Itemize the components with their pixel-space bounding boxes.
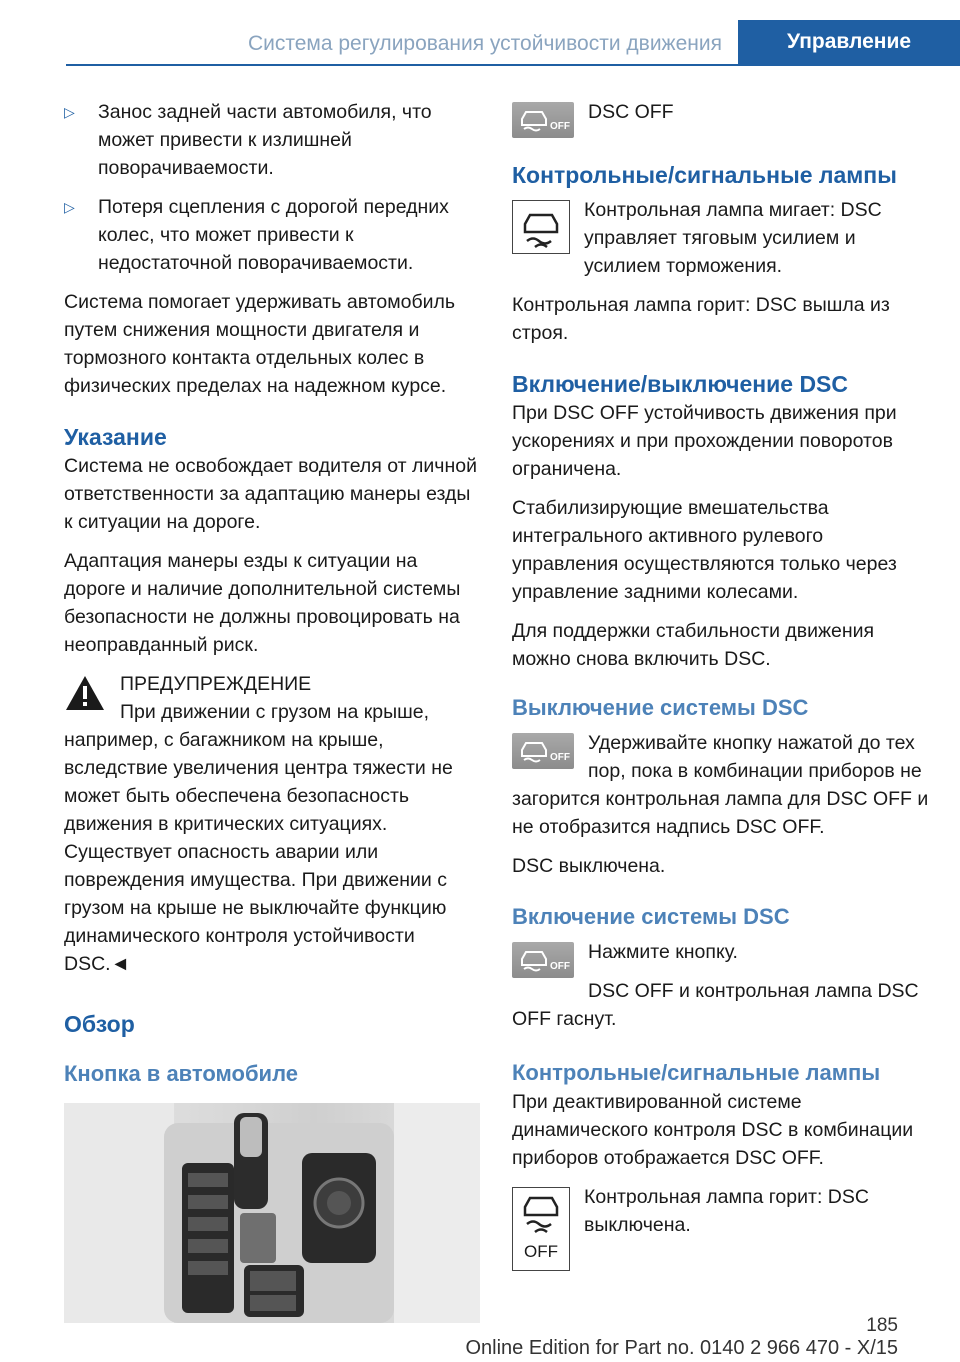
note-heading: Указание <box>64 424 167 450</box>
header-section-title: Система регулирования устойчивости движения <box>247 32 722 55</box>
toggle-heading: Включение/выключение DSC <box>512 371 849 397</box>
lamps2-heading: Контрольные/сигнальные лампы <box>512 1060 881 1085</box>
lamps-heading: Контрольные/сигнальные лампы <box>512 162 897 188</box>
off-done-text: DSC выключена. <box>512 855 666 877</box>
console-illustration <box>64 1103 480 1323</box>
lamp-off-on-text: Контрольная лампа горит: DSC выключена. <box>584 1186 869 1236</box>
on-press-text: Нажмите кнопку. <box>588 941 738 963</box>
lamp-blink-text: Контрольная лампа мигает: DSC управляет тяговым усилием и усилием торможения. <box>584 199 882 277</box>
off-instruction-text: Удерживайте кнопку нажатой до тех пор, пока в комбинации приборов не загорится контрольная лампа для DSC OFF и не отобразится надпись DSC OFF. <box>512 732 929 838</box>
on-instruction-row <box>512 938 932 1044</box>
button-heading: Кнопка в автомобиле <box>64 1061 298 1086</box>
note-paragraph: Система не освобождает водителя от личной ответственности за адаптацию манеры езды к ситуации на дороге. <box>64 455 477 533</box>
on-result-text: DSC OFF и контрольная лампа DSC OFF гаснут. <box>512 980 919 1030</box>
toggle-paragraph: При DSC OFF устойчивость движения при ускорениях и при прохождении поворотов ограничена. <box>512 402 897 480</box>
off-heading: Выключение системы DSC <box>512 695 809 720</box>
icon-off-label: OFF <box>550 752 570 763</box>
triangle-bullet-icon: ▷ <box>64 199 75 215</box>
page-number: 185 <box>866 1315 898 1336</box>
triangle-bullet-icon: ▷ <box>64 104 75 120</box>
right-column <box>512 98 932 1275</box>
dsc-off-button-row <box>512 98 932 142</box>
overview-heading: Обзор <box>64 1011 135 1037</box>
dsc-off-caption: DSC OFF <box>588 101 674 123</box>
page-header <box>66 20 960 66</box>
dsc-lamp-icon <box>512 200 570 254</box>
off-instruction-row <box>512 729 932 852</box>
warning-title: ПРЕДУПРЕЖДЕНИЕ <box>120 673 312 695</box>
list-item <box>64 193 480 277</box>
warning-block <box>64 670 480 989</box>
lamp-off-row <box>512 1183 932 1275</box>
center-console-photo <box>64 1103 480 1323</box>
warning-triangle-icon <box>64 674 106 712</box>
left-column <box>64 98 480 1323</box>
icon-off-label: OFF <box>524 1242 558 1261</box>
dsc-off-button-icon <box>512 942 574 978</box>
toggle-paragraph: Стабилизирующие вмешательства интегрального активного рулевого управления осуществляются только через управление задними колесами. <box>512 497 897 603</box>
warning-text: При движении с грузом на крыше, например, с багажником на крыше, вследствие увеличения центра тяжести не может быть обеспечена безопасность движения в критических ситуациях. Существует опасность аварии или повреждения имущества. При движении с грузом на крыше не выключайте функцию динамического контроля устойчивости DSC.◄ <box>64 701 453 975</box>
edition-note: Online Edition for Part no. 0140 2 966 470 - X/15 <box>465 1337 898 1359</box>
lamp-on-text: Контрольная лампа горит: DSC вышла из строя. <box>512 294 890 344</box>
page-footer <box>0 1315 960 1359</box>
note-paragraph: Адаптация манеры езды к ситуации на дороге и наличие дополнительной системы безопасности не должны провоцировать на неоправданный риск. <box>64 550 461 656</box>
lamp-blink-row <box>512 196 932 291</box>
on-heading: Включение системы DSC <box>512 904 790 929</box>
dsc-off-button-icon <box>512 733 574 769</box>
list-item <box>64 98 480 182</box>
lamps2-paragraph: При деактивированной системе динамического контроля DSC в комбинации приборов отображается DSC OFF. <box>512 1091 914 1169</box>
dsc-off-lamp-icon <box>512 1187 570 1271</box>
intro-paragraph: Система помогает удерживать автомобиль путем снижения мощности двигателя и тормозного контакта отдельных колес в физических пределах на надежном курсе. <box>64 291 456 397</box>
list-item-text: Потеря сцепления с дорогой передних колес, что может привести к недостаточной поворачиваемости. <box>98 196 449 274</box>
icon-off-label: OFF <box>550 961 570 972</box>
dsc-off-button-icon <box>512 102 574 138</box>
list-item-text: Занос задней части автомобиля, что может привести к излишней поворачиваемости. <box>98 101 432 179</box>
icon-off-label: OFF <box>550 121 570 132</box>
toggle-paragraph: Для поддержки стабильности движения можно снова включить DSC. <box>512 620 875 670</box>
header-chapter-tab[interactable]: Управление <box>738 20 960 64</box>
